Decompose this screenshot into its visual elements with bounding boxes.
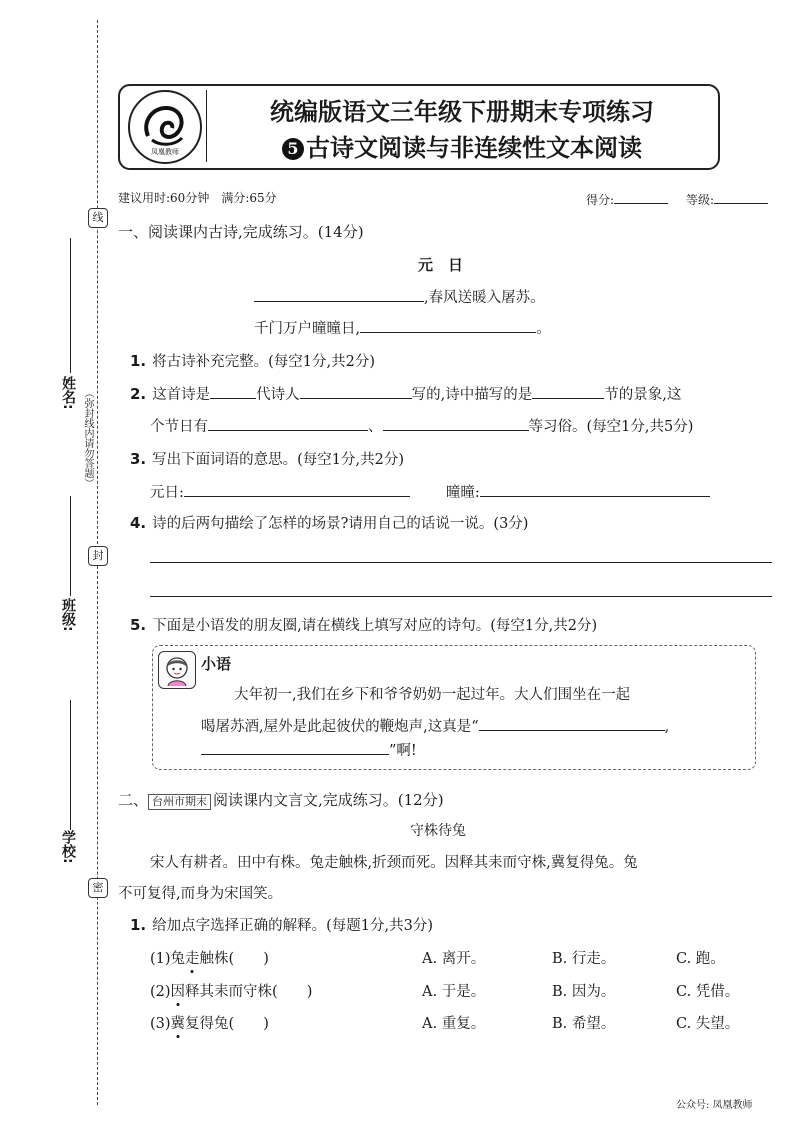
moments-line1: 大年初一,我们在乡下和爷爷奶奶一起过年。大人们围坐在一起 <box>234 687 631 703</box>
school-line[interactable] <box>70 700 71 830</box>
section1-heading: 一、阅读课内古诗,完成练习。(14分) <box>118 223 364 241</box>
text-para-line2: 不可复得,而身为宋国笑。 <box>118 886 283 902</box>
answer-line-1[interactable] <box>150 562 772 563</box>
s1-q2: 2. 这首诗是 代诗人 写的,诗中描写的是 节的景象,这 <box>130 385 682 403</box>
grade-field[interactable]: 等级: <box>686 189 768 208</box>
page-subtitle: 5 古诗文阅读与非连续性文本阅读 <box>222 128 702 163</box>
option-c[interactable]: C. 凭借。 <box>676 984 740 1000</box>
section-number-badge: 5 <box>282 138 304 160</box>
s1-q1: 1. 将古诗补充完整。(每空1分,共2分) <box>130 352 376 370</box>
custom-blank-2[interactable] <box>383 416 529 431</box>
moments-line3: ”啊! <box>201 739 417 760</box>
name-label: 姓名: <box>60 376 76 410</box>
source-tag: 台州市期末 <box>148 794 211 810</box>
poem-line2: 千门万户曈曈日, 。 <box>254 317 551 338</box>
score-field[interactable]: 得分: <box>586 189 668 208</box>
s2-q1: 1. 给加点字选择正确的解释。(每题1分,共3分) <box>130 916 434 934</box>
page-title: 统编版语文三年级下册期末专项练习 <box>270 97 654 126</box>
moments-blank-1[interactable] <box>479 716 665 731</box>
text-para-line1: 宋人有耕者。田中有株。兔走触株,折颈而死。因释其耒而守株,冀复得兔。兔 <box>150 855 638 871</box>
custom-blank-1[interactable] <box>208 416 368 431</box>
dynasty-blank[interactable] <box>210 384 256 399</box>
option-a[interactable]: A. 重复。 <box>422 1016 486 1032</box>
seal-mark-feng: 封 <box>88 546 108 566</box>
s1-q3-words: 元日: 曈曈: <box>150 481 710 502</box>
svg-text:凤凰教师: 凤凰教师 <box>151 148 179 156</box>
class-line[interactable] <box>70 496 71 596</box>
option-b[interactable]: B. 希望。 <box>552 1016 616 1032</box>
school-label: 学校: <box>60 830 76 864</box>
moments-line2: 喝屠苏酒,屋外是此起彼伏的鞭炮声,这真是“ , <box>201 715 669 736</box>
seal-notice: （弥封线内请勿答题） <box>82 388 93 488</box>
poem-blank-2[interactable] <box>360 318 536 333</box>
logo <box>128 90 202 164</box>
avatar <box>158 651 196 689</box>
answer-line-2[interactable] <box>150 596 772 597</box>
poem-title: 元 日 <box>418 256 464 274</box>
text-title: 守株待兔 <box>410 823 466 839</box>
girl-avatar-icon <box>159 652 195 688</box>
moments-blank-2[interactable] <box>201 740 389 755</box>
s1-q4: 4. 诗的后两句描绘了怎样的场景?请用自己的话说一说。(3分) <box>130 514 529 532</box>
footer-text: 公众号: 凤凰教师 <box>676 1100 753 1111</box>
option-b[interactable]: B. 因为。 <box>552 984 616 1000</box>
choice-row-2: (2)因释其耒而守株( ) <box>150 984 313 1000</box>
festival-blank[interactable] <box>532 384 604 399</box>
phoenix-icon <box>130 92 200 162</box>
header-separator <box>206 90 207 162</box>
poet-blank[interactable] <box>300 384 412 399</box>
option-c[interactable]: C. 跑。 <box>676 951 725 967</box>
seal-mark-xian: 线 <box>88 208 108 228</box>
s1-q5: 5. 下面是小语发的朋友圈,请在横线上填写对应的诗句。(每空1分,共2分) <box>130 616 598 634</box>
option-a[interactable]: A. 于是。 <box>422 984 486 1000</box>
moments-username: 小语 <box>201 655 232 673</box>
poem-blank-1[interactable] <box>254 287 424 302</box>
time-info: 建议用时:60分钟 满分:65分 <box>118 191 277 205</box>
tongtong-blank[interactable] <box>480 482 710 497</box>
section2-heading: 二、 台州市期末 阅读课内文言文,完成练习。(12分) <box>118 791 444 809</box>
yuanri-blank[interactable] <box>184 482 410 497</box>
option-b[interactable]: B. 行走。 <box>552 951 616 967</box>
poem-line1: ,春风送暖入屠苏。 <box>254 286 545 307</box>
option-c[interactable]: C. 失望。 <box>676 1016 740 1032</box>
s1-q2-line2: 个节日有 、 等习俗。(每空1分,共5分) <box>150 415 693 436</box>
choice-row-3: (3)冀复得兔( ) <box>150 1016 269 1032</box>
choice-row-1: (1)兔走触株( ) <box>150 951 269 967</box>
option-a[interactable]: A. 离开。 <box>422 951 486 967</box>
s1-q3: 3. 写出下面词语的意思。(每空1分,共2分) <box>130 450 405 468</box>
class-label: 班级: <box>60 598 76 632</box>
seal-mark-mi: 密 <box>88 878 108 898</box>
name-line[interactable] <box>70 238 71 373</box>
